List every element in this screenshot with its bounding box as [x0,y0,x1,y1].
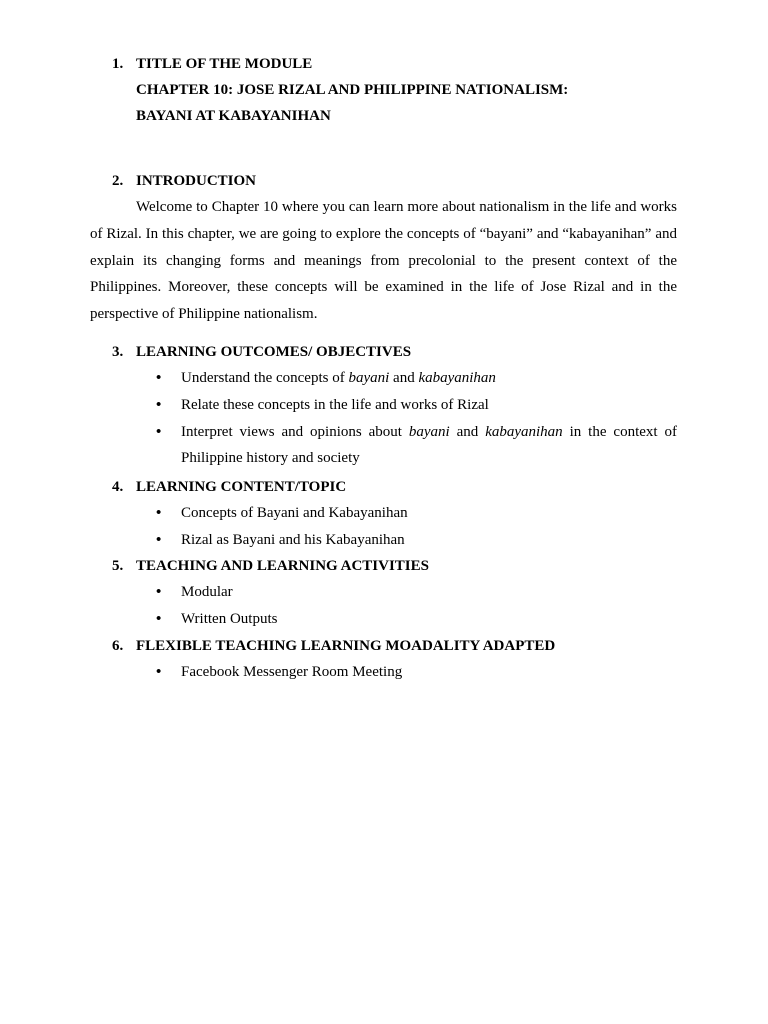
list-item [0,659,677,686]
bullet-icon: • [156,423,162,440]
objectives-list [0,365,768,472]
item-text: and [449,423,486,440]
list-item [0,606,677,633]
section-number: 5. [112,558,124,574]
section-number: 2. [112,173,124,189]
item-text: Modular [181,584,233,600]
item-text: Facebook Messenger Room Meeting [181,664,403,680]
list-item [0,392,677,419]
section-heading [0,553,768,579]
list-item [0,500,677,527]
bullet-icon: • [156,505,162,521]
list-item [0,579,677,606]
list-item [0,365,677,392]
bullet-icon: • [156,531,162,548]
item-text: Rizal as Bayani and his Kabayanihan [181,531,405,548]
list-item [0,419,677,473]
modality-list [0,659,768,686]
section-number: 1. [112,56,124,72]
section-heading [0,339,768,365]
section-heading [0,51,768,77]
item-text-italic: bayani [408,423,450,440]
item-text: and [389,370,419,386]
bullet-icon: • [156,584,162,600]
bullet-icon: • [156,610,162,627]
heading-text: LEARNING CONTENT/TOPIC [136,479,347,495]
section-heading [0,474,768,500]
activities-list [0,579,768,633]
section-heading [0,168,768,194]
section-teaching-activities [0,553,768,633]
heading-text: FLEXIBLE TEACHING LEARNING MOADALITY ADAPTED [136,638,556,654]
section-introduction [0,168,768,328]
item-text: Written Outputs [181,610,278,627]
section-heading [0,633,768,659]
bullet-icon: • [156,396,162,413]
heading-text: LEARNING OUTCOMES/ OBJECTIVES [136,344,412,360]
introduction-paragraph: Welcome to Chapter 10 where you can learn more about nationalism in the life and works of Rizal. In this chapter, we are going to explore the concepts of “bayani” and “kabayanihan” and explain its changing forms and meanings from precolonial to the present context of the Philippines. Moreover, these concepts will be examined in the life of Jose Rizal and in the perspective of Philippine nationalism. [90,199,677,323]
item-text: Relate these concepts in the life and works of Rizal [181,396,489,413]
section-number: 3. [112,344,124,360]
item-text: Concepts of Bayani and Kabayanihan [181,505,408,521]
module-title-line-1: CHAPTER 10: JOSE RIZAL AND PHILIPPINE NATIONALISM: [136,82,569,98]
item-text-italic: kabayanihan [418,370,496,386]
section-number: 6. [112,638,124,654]
item-text: Understand the concepts of [181,370,349,386]
section-number: 4. [112,479,124,495]
list-item [0,527,677,554]
section-flexible-modality [0,633,768,686]
heading-text: TEACHING AND LEARNING ACTIVITIES [136,558,429,574]
section-learning-outcomes [0,339,768,472]
bullet-icon: • [156,370,162,386]
heading-text: INTRODUCTION [136,173,257,189]
item-text: in the context of Philippine history and society [181,423,677,467]
item-text-italic: kabayanihan [485,423,563,440]
module-title-line-2: BAYANI AT KABAYANIHAN [136,108,331,124]
content-list [0,500,768,554]
item-text-italic: bayani [348,370,390,386]
section-title-of-module [0,51,768,129]
section-learning-content [0,474,768,554]
heading-text: TITLE OF THE MODULE [136,56,313,72]
item-text: Interpret views and opinions about [181,423,409,440]
bullet-icon: • [156,664,162,680]
